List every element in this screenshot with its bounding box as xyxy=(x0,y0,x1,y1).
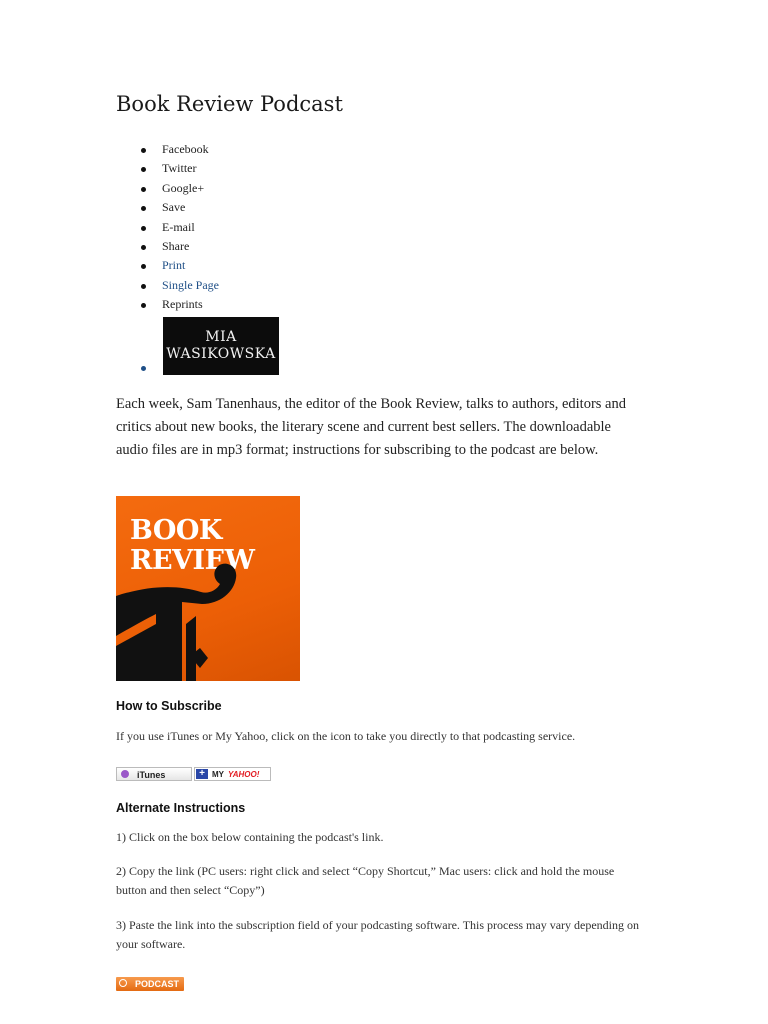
twitter-link[interactable]: Twitter xyxy=(116,159,219,178)
page-title: Book Review Podcast xyxy=(116,92,343,116)
google-plus-link[interactable]: Google+ xyxy=(116,179,219,198)
share-link[interactable]: Share xyxy=(116,237,219,256)
itunes-icon xyxy=(121,770,129,778)
sponsor-ad[interactable] xyxy=(163,317,279,375)
podcast-icon xyxy=(119,979,127,987)
subscribe-instructions: If you use iTunes or My Yahoo, click on the icon to take you directly to that podcasting service. xyxy=(116,729,576,743)
facebook-link[interactable]: Facebook xyxy=(116,140,219,159)
step-3-text: 3) Paste the link into the subscription field of your podcasting software. This process may vary depending on your software. xyxy=(116,918,640,951)
email-link[interactable]: E-mail xyxy=(116,218,219,237)
reprints-link[interactable]: Reprints xyxy=(116,295,219,314)
podcast-label: PODCAST xyxy=(135,979,180,989)
how-to-subscribe-heading: How to Subscribe xyxy=(116,699,222,713)
cover-line-2: REVIEW xyxy=(130,545,255,576)
intro-paragraph: Each week, Sam Tanenhaus, the editor of the Book Review, talks to authors, editors and critics about new books, the literary scene and current best sellers. The downloadable audio files are in mp3 format; instructions for subscribing to the podcast are below. xyxy=(116,396,626,458)
nyt-t-logo-icon xyxy=(116,496,300,681)
alternate-instructions-heading: Alternate Instructions xyxy=(116,801,246,815)
ad-line-2: WASIKOWSKA xyxy=(166,345,276,362)
my-label: MY xyxy=(212,770,224,779)
share-tools-list xyxy=(116,140,276,381)
cover-line-1: BOOK xyxy=(130,515,222,546)
ad-line-1: MIA xyxy=(205,328,237,345)
print-link[interactable]: Print xyxy=(116,256,219,275)
book-review-cover xyxy=(116,496,300,681)
podcast-feed-button[interactable] xyxy=(116,977,184,991)
ad-list-item xyxy=(116,315,276,381)
itunes-subscribe-button[interactable] xyxy=(116,767,192,781)
single-page-link[interactable]: Single Page xyxy=(116,276,219,295)
plus-icon: + xyxy=(196,769,208,779)
my-yahoo-subscribe-button[interactable] xyxy=(194,767,271,781)
save-link[interactable]: Save xyxy=(116,198,219,217)
yahoo-label: YAHOO! xyxy=(228,770,260,779)
step-1-text: 1) Click on the box below containing the podcast's link. xyxy=(116,830,384,844)
step-2-text: 2) Copy the link (PC users: right click and select “Copy Shortcut,” Mac users: click and hold the mouse button and then select “Copy”) xyxy=(116,864,615,897)
itunes-label: iTunes xyxy=(137,770,166,780)
